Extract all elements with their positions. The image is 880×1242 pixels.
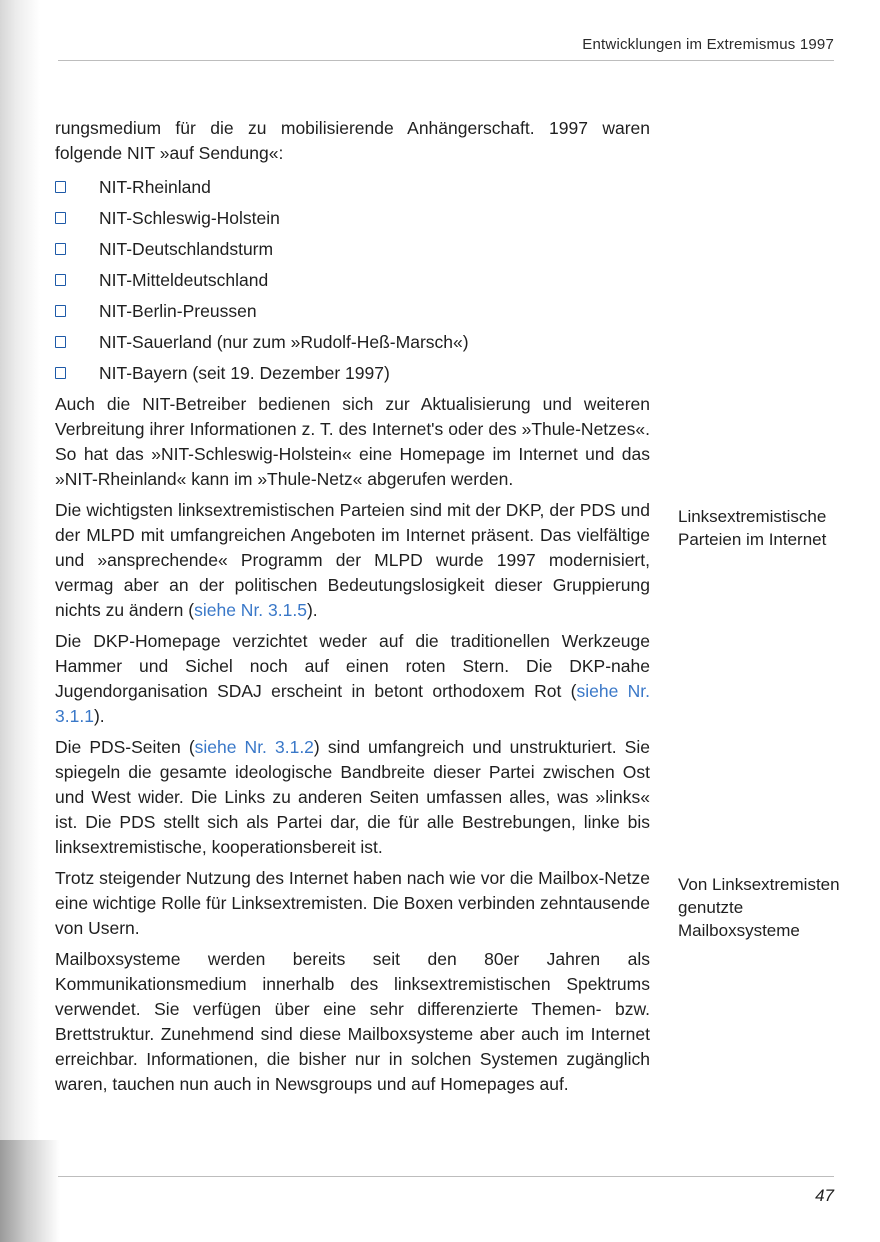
list-item: NIT-Rheinland [55,172,650,203]
running-head: Entwicklungen im Extremismus 1997 [582,36,834,53]
paragraph-parties-internet: Die wichtigsten linksextremistischen Parteien sind mit der DKP, der PDS und der MLPD mit umfangreichen Angeboten im Internet präsent. Das vielfältige und »ansprechende« Programm der MLPD wurde 1997 modernisiert, vermag aber an der politischen Bedeutungslosigkeit dieser Gruppierung nichts zu ändern (siehe Nr. 3.1.5). [55,500,650,620]
checkbox-bullet-icon [55,274,66,286]
margin-note-parties: Linksextremistische Parteien im Internet [678,507,827,549]
paragraph-dkp-homepage: Die DKP-Homepage verzichtet weder auf die traditionellen Werkzeuge Hammer und Sichel noch auf einen roten Stern. Die DKP-nahe Jugendorganisation SDAJ erscheint in betont orthodoxem Rot (siehe Nr. 3.1.1). [55,631,650,726]
paragraph-mailbox-systems: Mailboxsysteme werden bereits seit den 80er Jahren als Kommunikationsmedium innerhalb des linksextremistischen Spektrums verwendet. Sie verfügen über eine sehr differenzierte Themen- bzw. Brettstruktur. Zunehmend sind diese Mailboxsysteme aber auch im Internet erreichbar. Informationen, die bisher nur in solchen Systemen zugänglich waren, tauchen nun auch in Newsgroups und auf Homepages auf. [55,949,650,1094]
page-gutter-shadow [0,0,40,1242]
checkbox-bullet-icon [55,243,66,255]
checkbox-bullet-icon [55,212,66,224]
list-item: NIT-Berlin-Preussen [55,296,650,327]
list-item: NIT-Sauerland (nur zum »Rudolf-Heß-Marsch«) [55,327,650,358]
cross-reference-link[interactable]: siehe Nr. 3.1.2 [194,737,314,757]
header-rule [58,60,834,61]
page-corner-shadow [0,1140,60,1242]
list-item: NIT-Mitteldeutschland [55,265,650,296]
paragraph-nit-internet: Auch die NIT-Betreiber bedienen sich zur Aktualisierung und weiteren Verbreitung ihrer Informationen z. T. des Internet's oder des »Thule-Netzes«. So hat das »NIT-Schleswig-Holstein« eine Homepage im Internet und das »NIT-Rheinland« kann im »Thule-Netz« abgerufen werden. [55,394,650,489]
cross-reference-link[interactable]: siehe Nr. 3.1.5 [194,600,307,620]
cross-reference-link[interactable]: siehe Nr. 3.1.1 [55,681,650,726]
list-item: NIT-Deutschlandsturm [55,234,650,265]
checkbox-bullet-icon [55,367,66,379]
footer-rule [58,1176,834,1177]
paragraph-pds-pages: Die PDS-Seiten (siehe Nr. 3.1.2) sind umfangreich und unstrukturiert. Sie spiegeln die gesamte ideologische Bandbreite dieser Partei zwischen Ost und West wider. Die Links zu anderen Seiten umfassen alles, was »links« ist. Die PDS stellt sich als Partei dar, die für alle Bestrebungen, linke bis linksextremistische, kooperationsbereit ist. [55,737,650,857]
list-item: NIT-Bayern (seit 19. Dezember 1997) [55,358,650,389]
list-item: NIT-Schleswig-Holstein [55,203,650,234]
checkbox-bullet-icon [55,181,66,193]
checkbox-bullet-icon [55,305,66,317]
main-text [55,116,650,1103]
nit-list [55,172,650,389]
page-number: 47 [815,1186,834,1205]
paragraph-mailbox-networks: Trotz steigender Nutzung des Internet haben nach wie vor die Mailbox-Netze eine wichtige Rolle für Linksextremisten. Die Boxen verbinden zehntausende von Usern. [55,868,650,938]
margin-note-mailbox: Von Linksextremisten genutzte Mailboxsysteme [678,875,840,940]
intro-paragraph: rungsmedium für die zu mobilisierende Anhängerschaft. 1997 waren folgende NIT »auf Sendung«: [55,118,650,163]
checkbox-bullet-icon [55,336,66,348]
